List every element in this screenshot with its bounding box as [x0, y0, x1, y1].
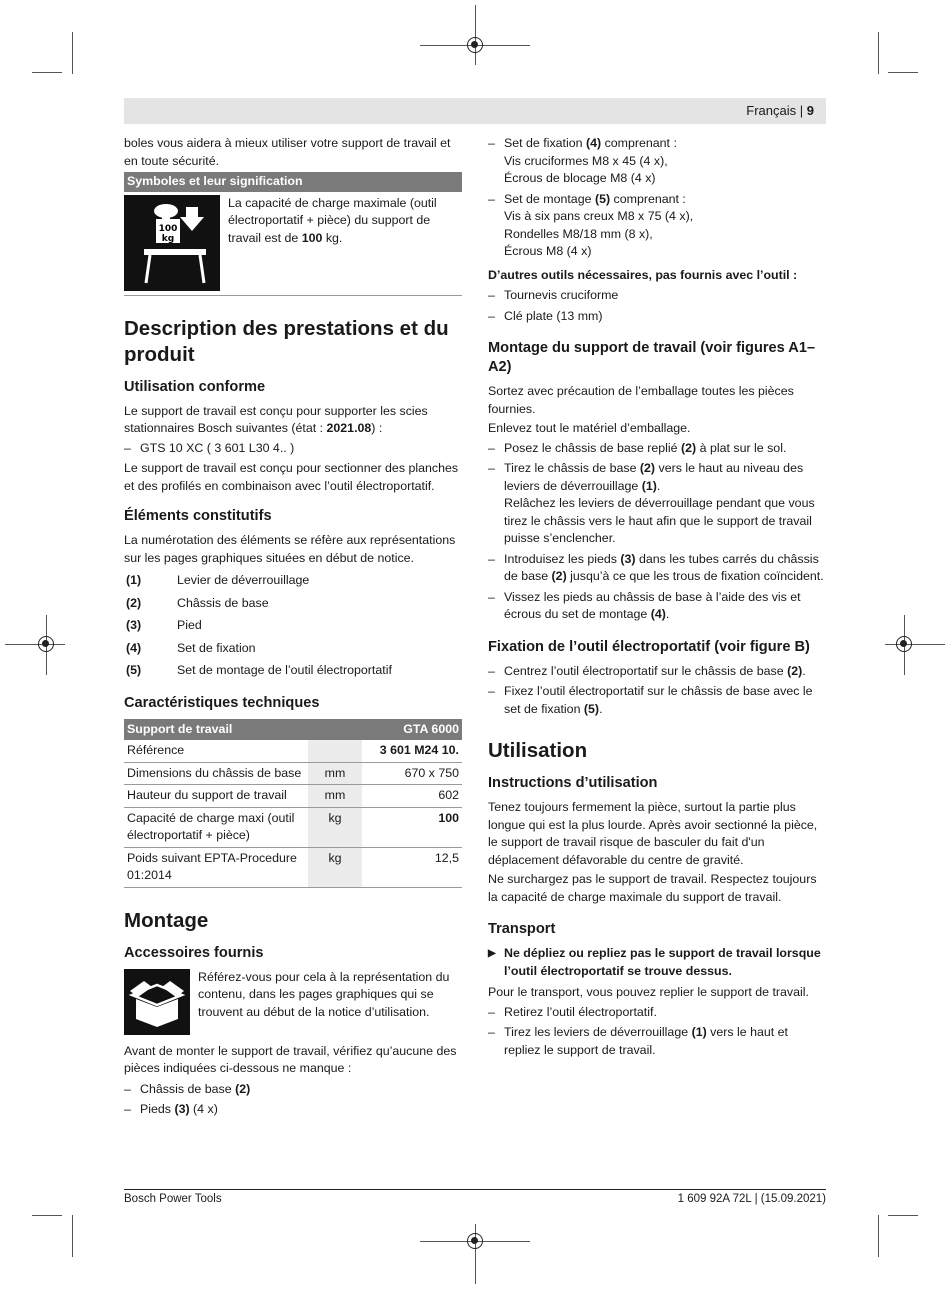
page-header-label: [746, 102, 814, 120]
list-item: – Set de montage (5) comprenant : Vis à six pans creux M8 x 75 (4 x), Rondelles M8/18 mm (8 x), Écrous M8 (4 x): [488, 191, 826, 261]
list-item: (2) Châssis de base: [126, 595, 269, 610]
list-item: – Pieds (3) (4 x): [124, 1101, 462, 1119]
footer-doc-ref: 1 609 92A 72L | (15.09.2021): [677, 1193, 826, 1205]
list-item: – GTS 10 XC ( 3 601 L30 4.. ): [124, 440, 462, 458]
montage-paragraph-1: Sortez avec précaution de l’emballage toutes les pièces fournies.: [488, 384, 794, 416]
registration-line: [885, 644, 945, 645]
symbol-badge-unit: kg: [161, 233, 175, 244]
section-title-description: Description des prestations et du produit: [124, 316, 449, 366]
subsection-title-utilisation: Utilisation conforme: [124, 378, 266, 395]
footer-rule: [124, 1189, 826, 1190]
crop-mark: [888, 72, 918, 73]
page-header: [124, 98, 826, 124]
table-header-value: GTA 6000: [362, 719, 462, 741]
section-title-montage: Montage: [124, 908, 209, 932]
subsection-title-fixation: Fixation de l’outil électroportatif (voir figure B): [488, 638, 810, 655]
crop-mark: [32, 1215, 62, 1216]
montage-paragraph-2: Enlevez tout le matériel d’emballage.: [488, 421, 691, 435]
registration-line: [475, 5, 476, 65]
table-row: [124, 847, 462, 887]
avant-paragraph: Avant de monter le support de travail, vérifiez qu’aucune des pièces indiquées ci-dessous ne manque :: [124, 1043, 457, 1075]
list-item: – Set de fixation (4) comprenant : Vis cruciformes M8 x 45 (4 x), Écrous de blocage M8 (4 x): [488, 135, 826, 188]
list-item: – Retirez l’outil électroportatif.: [488, 1004, 826, 1022]
table-cell-value: 670 x 750: [362, 762, 462, 785]
table-cell-label: Poids suivant EPTA-Procedure 01:2014: [124, 847, 308, 887]
load-capacity-icon: [124, 195, 220, 291]
subsection-title-caracteristiques: Caractéristiques techniques: [124, 694, 320, 711]
intro-paragraph: boles vous aidera à mieux utiliser votre support de travail et en toute sécurité.: [124, 136, 451, 168]
subsection-title-instructions: Instructions d’utilisation: [488, 775, 658, 791]
symbol-row: [124, 195, 462, 296]
utilisation-paragraph: Le support de travail est conçu pour supporter les scies stationnaires Bosch suivantes (état : 2021.08) :: [124, 403, 428, 435]
transport-warning: ▶ Ne dépliez ou repliez pas le support de travail lorsque l’outil électroportatif se trouve dessus.: [488, 945, 826, 980]
list-item: – Tirez les leviers de déverrouillage (1) vers le haut et repliez le support de travail.: [488, 1024, 826, 1059]
list-item: (4) Set de fixation: [126, 640, 256, 655]
table-cell-value: 602: [362, 785, 462, 808]
subsection-title-elements: Éléments constitutifs: [124, 508, 272, 524]
registration-line: [5, 644, 65, 645]
crop-mark: [878, 32, 879, 74]
list-item: – Introduisez les pieds (3) dans les tubes carrés du châssis de base (2) jusqu’à ce que les trous de fixation coïncident.: [488, 551, 826, 586]
header-language: Français: [746, 103, 797, 118]
list-item: – Châssis de base (2): [124, 1081, 462, 1099]
list-item: – Fixez l’outil électroportatif sur le châssis de base avec le set de fixation (5).: [488, 683, 826, 718]
section-title-utilisation: Utilisation: [488, 739, 588, 762]
crop-mark: [72, 32, 73, 74]
registration-target-icon: [896, 636, 912, 652]
utilisation-paragraph-2: Le support de travail est conçu pour sectionner des planches et des profilés en combinaison avec l’outil électroportatif.: [124, 461, 459, 493]
list-item: (5) Set de montage de l’outil électroportatif: [126, 663, 392, 677]
table-cell-unit: mm: [308, 762, 362, 785]
elements-list: [124, 572, 462, 680]
crop-mark: [878, 1215, 879, 1257]
table-cell-label: Capacité de charge maxi (outil électroportatif + pièce): [124, 807, 308, 847]
transport-paragraph: Pour le transport, vous pouvez replier le support de travail.: [488, 985, 809, 999]
list-item: (3) Pied: [126, 618, 202, 632]
table-cell-unit: kg: [308, 847, 362, 887]
crop-mark: [72, 1215, 73, 1257]
list-item: – Tournevis cruciforme: [488, 287, 826, 305]
accessoires-row: [124, 969, 462, 1035]
accessoires-text: Référez-vous pour cela à la représentation du contenu, dans les pages graphiques qui se trouvent au début de la notice d’utilisation.: [198, 969, 450, 1019]
registration-target-icon: [467, 1233, 483, 1249]
crop-mark: [32, 72, 62, 73]
instructions-paragraph-2: Ne surchargez pas le support de travail. Respectez toujours la capacité de charge maximale du support de travail.: [488, 872, 817, 904]
page-number: 9: [806, 103, 814, 118]
table-cell-value: 100: [362, 807, 462, 847]
registration-target-icon: [467, 37, 483, 53]
symbols-header: Symboles et leur signification: [124, 172, 462, 192]
table-row: [124, 740, 462, 762]
instructions-paragraph-1: Tenez toujours fermement la pièce, surtout la partie plus longue qui est la plus lourde. Après avoir sectionné la pièce, le support de travail risque de basculer du fait d'un déplacement défavorable du centre de gravité.: [488, 800, 818, 867]
list-item: – Clé plate (13 mm): [488, 308, 826, 326]
list-item: (1) Levier de déverrouillage: [126, 573, 310, 587]
registration-target-icon: [38, 636, 54, 652]
elements-paragraph: La numérotation des éléments se réfère aux représentations sur les pages graphiques situées en début de notice.: [124, 533, 456, 565]
autres-title: D’autres outils nécessaires, pas fournis avec l’outil :: [488, 267, 798, 282]
table-cell-unit: mm: [308, 785, 362, 808]
header-separator: |: [799, 103, 807, 118]
table-cell-label: Référence: [124, 740, 308, 762]
box-contents-icon: [124, 969, 190, 1035]
subsection-title-montage-support: Montage du support de travail (voir figures A1–A2): [488, 340, 816, 375]
table-cell-label: Hauteur du support de travail: [124, 785, 308, 808]
symbol-description: La capacité de charge maximale (outil électroportatif + pièce) du support de travail est de 100 kg.: [228, 195, 437, 245]
list-item: – Tirez le châssis de base (2) vers le haut au niveau des leviers de déverrouillage (1). Relâchez les leviers de déverrouillage pendant que vous tirez le châssis vers le haut afin que le support de travail puisse s’enclencher.: [488, 460, 826, 548]
load-capacity-icon-graphic: [124, 195, 220, 291]
list-item: – Posez le châssis de base replié (2) à plat sur le sol.: [488, 440, 826, 458]
table-cell-label: Dimensions du châssis de base: [124, 762, 308, 785]
symbol-badge-value: 100: [158, 223, 178, 234]
table-row: [124, 807, 462, 847]
left-column: [124, 135, 462, 1122]
crop-mark: [888, 1215, 918, 1216]
footer-brand: Bosch Power Tools: [124, 1193, 222, 1205]
table-cell-value: 3 601 M24 10.: [362, 740, 462, 762]
table-header-label: Support de travail: [124, 719, 362, 741]
list-item: – Centrez l’outil électroportatif sur le châssis de base (2).: [488, 663, 826, 681]
right-column: [488, 135, 826, 1062]
table-header-row: [124, 719, 462, 741]
table-cell-unit: [308, 740, 362, 762]
list-item: – Vissez les pieds au châssis de base à l’aide des vis et écrous du set de montage (4).: [488, 589, 826, 624]
subsection-title-transport: Transport: [488, 921, 556, 937]
specs-table: [124, 719, 462, 888]
table-cell-unit: kg: [308, 807, 362, 847]
subsection-title-accessoires: Accessoires fournis: [124, 944, 264, 961]
table-row: [124, 785, 462, 808]
table-cell-value: 12,5: [362, 847, 462, 887]
box-contents-icon-graphic: [124, 969, 190, 1035]
table-row: [124, 762, 462, 785]
